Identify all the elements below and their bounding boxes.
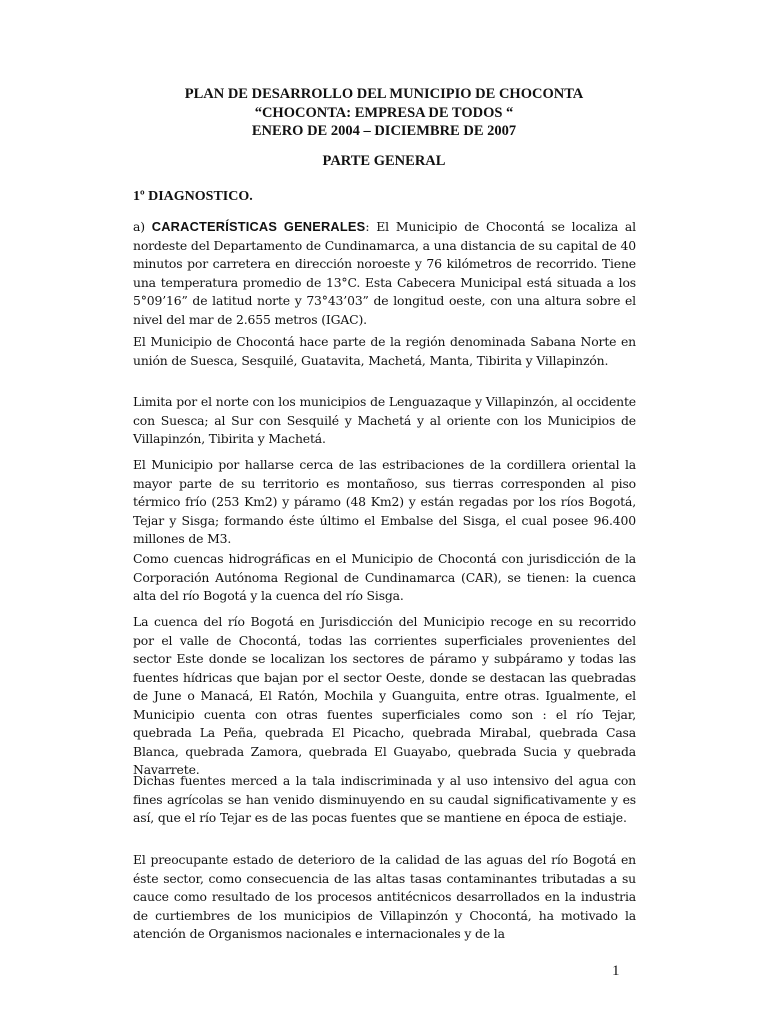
document-title-block bbox=[0, 85, 768, 141]
document-period: ENERO DE 2004 – DICIEMBRE DE 2007 bbox=[251, 123, 517, 139]
paragraph-caracteristicas bbox=[133, 218, 636, 329]
paragraph-region: El Municipio de Chocontá hace parte de la región denominada Sabana Norte en unión de Suesca, Sesquilé, Guatavita, Machetá, Manta, Tibirita y Villapinzón. bbox=[133, 334, 636, 368]
paragraph-prefix: a) bbox=[133, 219, 152, 234]
paragraph-lead: CARACTERÍSTICAS GENERALES bbox=[151, 219, 366, 234]
paragraph-body: : El Municipio de Chocontá se localiza al nordeste del Departamento de Cundinamarca, a una distancia de su capital de 40 minutos por carretera en dirección noroeste y 76 kilómetros de recorrido. Tiene una temperatura promedio de 13°C. Esta Cabecera Municipal está situada a los 5°09’16” de latitud norte y 73°43’03” de longitud oeste, con una altura sobre el nivel del mar de 2.655 metros (IGAC). bbox=[133, 219, 636, 327]
paragraph-deterioro: El preocupante estado de deterioro de la calidad de las aguas del río Bogotá en éste sector, como consecuencia de las altas tasas contaminantes tributadas a su cauce como resultado de los procesos antitécnicos desarrollados en la industria de curtiembres de los municipios de Villapinzón y Chocontá, ha motivado la atención de Organismos nacionales e internacionales y de la bbox=[133, 852, 636, 941]
paragraph-fuentes: Dichas fuentes merced a la tala indiscriminada y al uso intensivo del agua con fines agrícolas se han venido disminuyendo en su caudal significativamente y es así, que el río Tejar es de las pocas fuentes que se mantiene en época de estiaje. bbox=[133, 773, 636, 825]
page-number: 1 bbox=[612, 963, 620, 979]
section-heading: 1º DIAGNOSTICO. bbox=[133, 189, 253, 204]
part-title-text: PARTE GENERAL bbox=[322, 153, 446, 169]
part-title bbox=[0, 152, 768, 171]
paragraph-limites: Limita por el norte con los municipios de Lenguazaque y Villapinzón, al occidente con Suesca; al Sur con Sesquilé y Machetá y al oriente con los Municipios de Villapinzón, Tibirita y Machetá. bbox=[133, 394, 636, 446]
paragraph-cuenca-bogota: La cuenca del río Bogotá en Jurisdicción del Municipio recoge en su recorrido por el valle de Chocontá, todas las corrientes superficiales provenientes del sector Este donde se localizan los sectores de páramo y subpáramo y todas las fuentes hídricas que bajan por el sector Oeste, donde se destacan las quebradas de June o Manacá, El Ratón, Mochila y Guanguita, entre otras. Igualmente, el Municipio cuenta con otras fuentes superficiales como son : el río Tejar, quebrada La Peña, quebrada El Picacho, quebrada Mirabal, quebrada Casa Blanca, quebrada Zamora, quebrada El Guayabo, quebrada Sucia y quebrada Navarrete. bbox=[133, 614, 636, 777]
document-subtitle: “CHOCONTA: EMPRESA DE TODOS “ bbox=[254, 104, 514, 121]
document-title: PLAN DE DESARROLLO DEL MUNICIPIO DE CHOCONTA bbox=[184, 86, 584, 102]
paragraph-territorio: El Municipio por hallarse cerca de las estribaciones de la cordillera oriental la mayor parte de su territorio es montañoso, sus tierras corresponden al piso térmico frío (253 Km2) y páramo (48 Km2) y están regadas por los ríos Bogotá, Tejar y Sisga; formando éste último el Embalse del Sisga, el cual posee 96.400 millones de M3. bbox=[133, 457, 636, 546]
paragraph-cuencas: Como cuencas hidrográficas en el Municipio de Chocontá con jurisdicción de la Corporación Autónoma Regional de Cundinamarca (CAR), se tienen: la cuenca alta del río Bogotá y la cuenca del río Sisga. bbox=[133, 551, 636, 603]
